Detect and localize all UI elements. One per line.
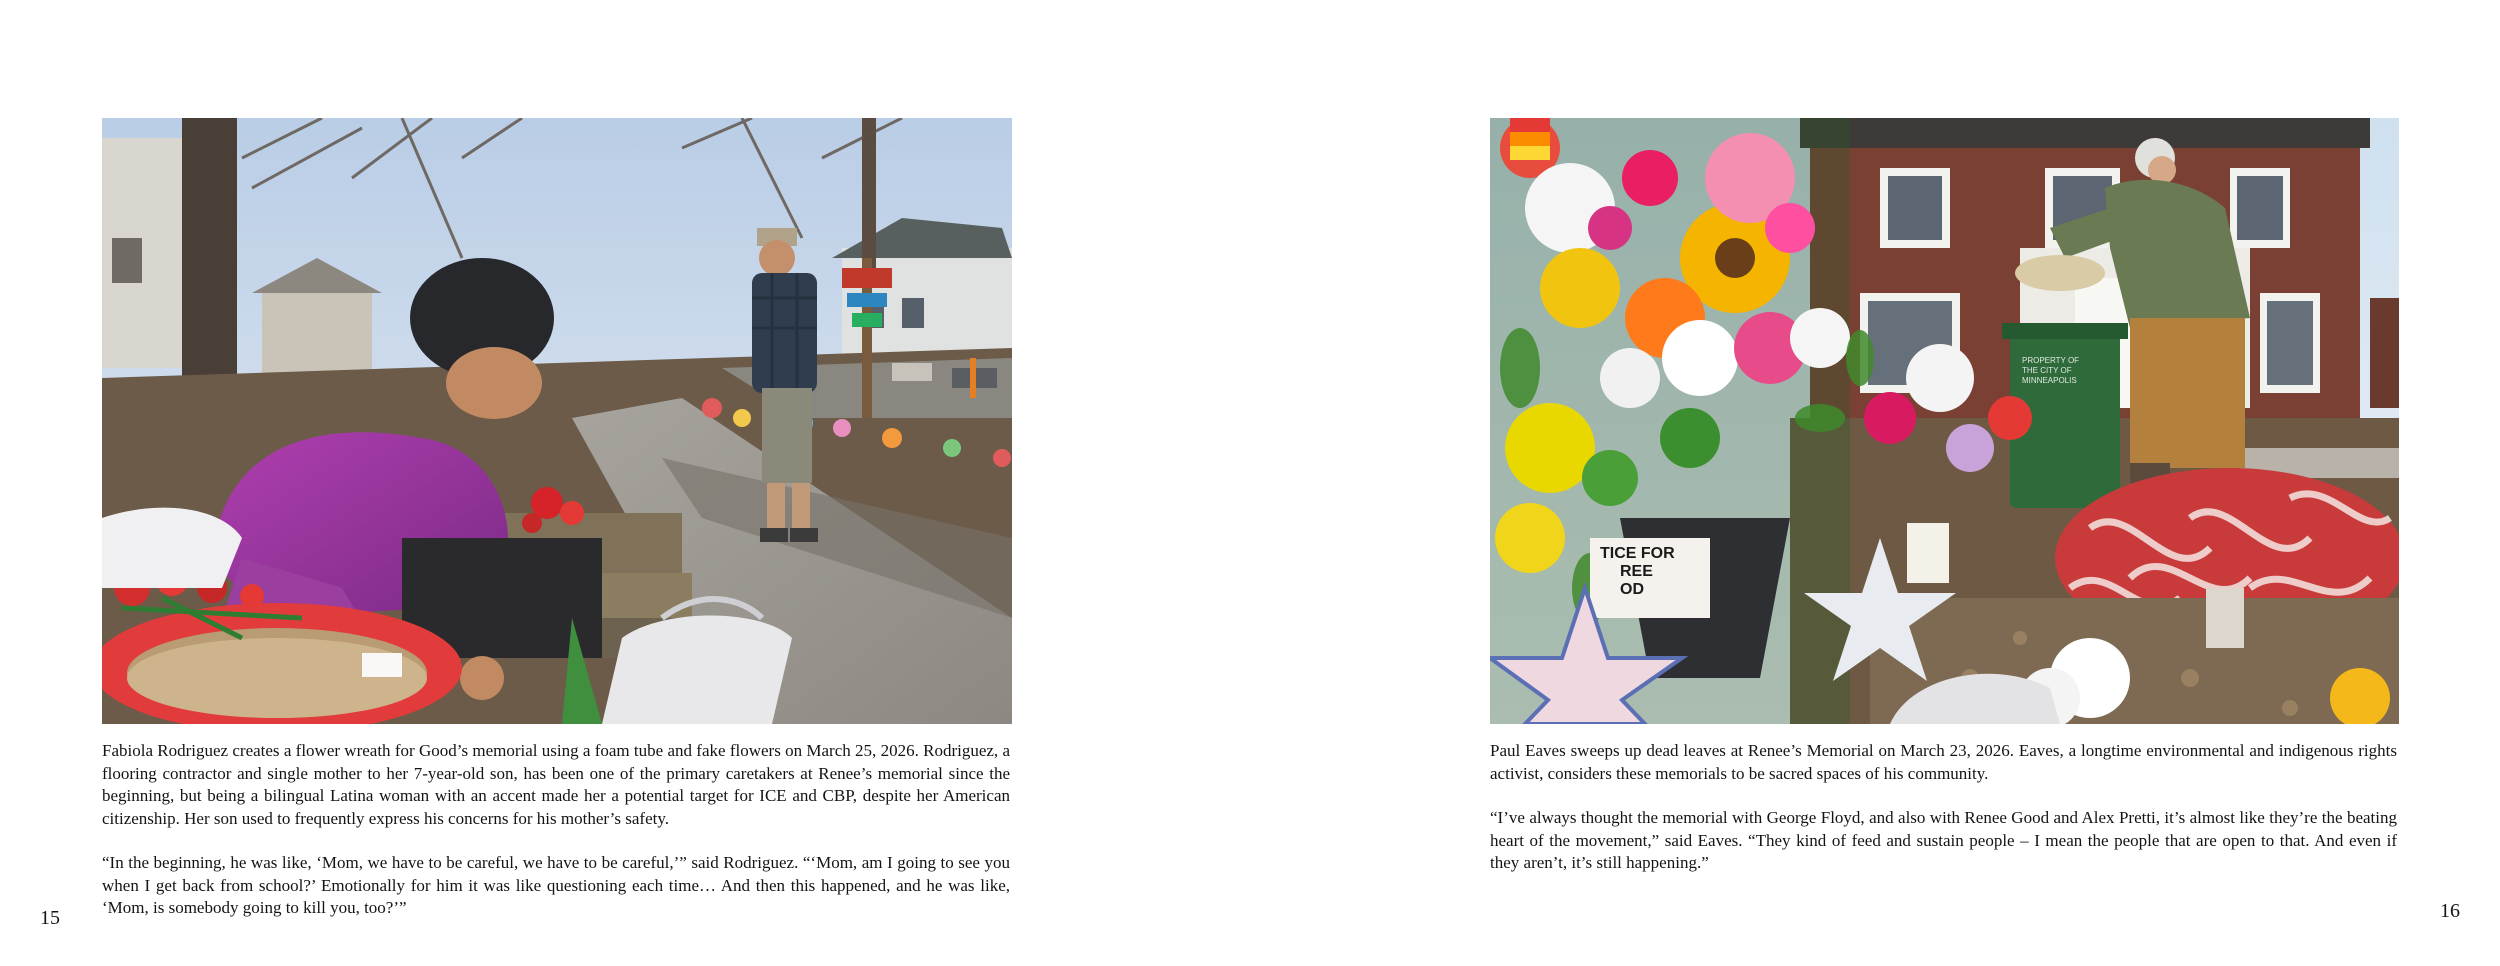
memorial-sign-text: TICE FOR REE OD	[1600, 545, 1675, 598]
photo-flower-wreath	[102, 118, 1012, 724]
memorial-street-photo	[102, 118, 1012, 724]
memorial-flowers-photo	[1490, 118, 2399, 724]
caption-quote: “In the beginning, he was like, ‘Mom, we have to be careful, we have to be careful,’” said Rodriguez. “‘Mom, am I going to see you when I get back from school?’ Emotionally for him it was like questioning each time… And then this happened, and he was like, ‘Mom, is somebody going to kill you, too?’”	[102, 853, 1010, 917]
caption-left	[102, 740, 1010, 942]
caption-paragraph: Paul Eaves sweeps up dead leaves at Renee’s Memorial on March 23, 2026. Eaves, a longtime environmental and indigenous rights activist, considers these memorials to be sacred spaces of his community.	[1490, 741, 2397, 783]
caption-quote: “I’ve always thought the memorial with George Floyd, and also with Renee Good and Alex Pretti, it’s almost like they’re the beating heart of the movement,” said Eaves. “They kind of feed and sustain people – I mean the people that are open to that. And even if they aren’t, it’s still happening.”	[1490, 808, 2397, 872]
page-number-left: 15	[40, 907, 60, 929]
caption-paragraph: Fabiola Rodriguez creates a flower wreath for Good’s memorial using a foam tube and fake flowers on March 25, 2026. Rodriguez, a flooring contractor and single mother to her 7-year-old son, has been one of the primary caretakers at Renee’s memorial since the beginning, but being a bilingual Latina woman with an accent made her a potential target for ICE and CBP, despite her American citizenship. Her son used to frequently express his concerns for his mother’s safety.	[102, 741, 1010, 828]
bin-label: PROPERTY OF THE CITY OF MINNEAPOLIS	[2022, 356, 2080, 385]
page-number-right: 16	[2440, 900, 2460, 922]
photo-sweeping-leaves	[1490, 118, 2399, 724]
caption-right	[1490, 740, 2397, 897]
